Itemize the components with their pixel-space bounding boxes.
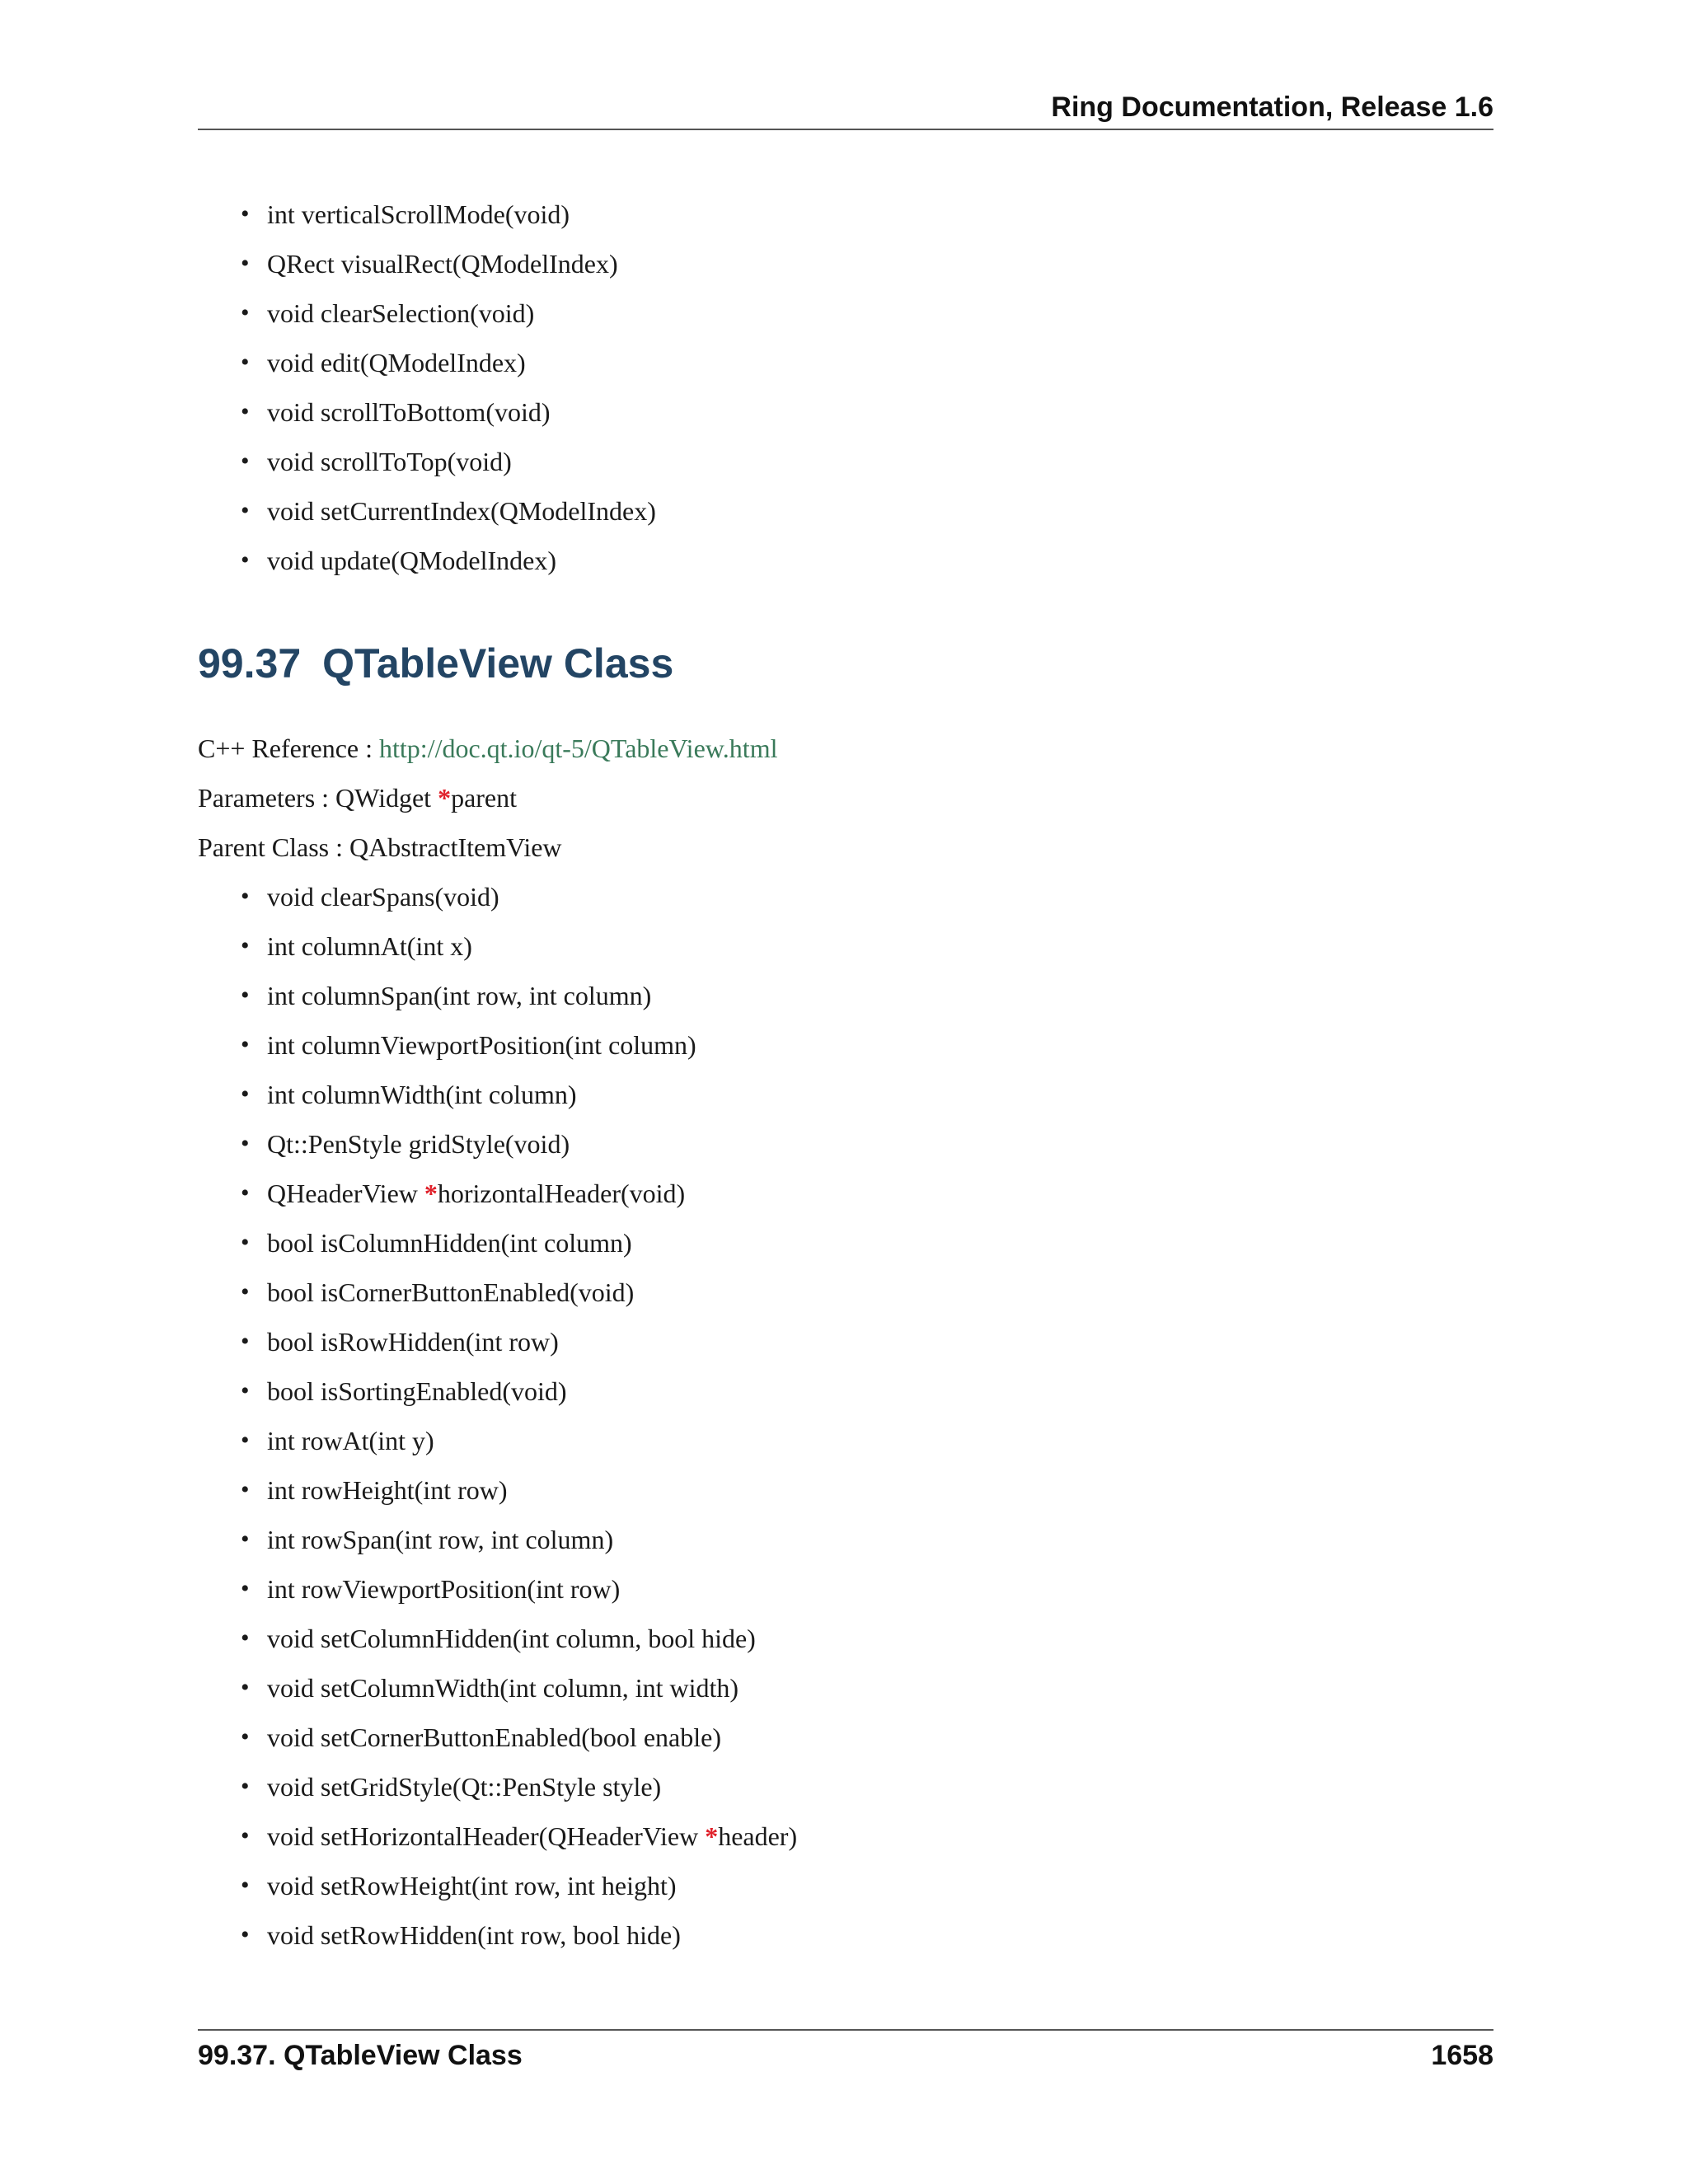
list-item: • void clearSpans(void) xyxy=(241,882,499,912)
page-header xyxy=(198,91,1493,130)
list-item: • Qt::PenStyle gridStyle(void) xyxy=(241,1129,570,1159)
list-item: • int columnViewportPosition(int column) xyxy=(241,1030,696,1060)
section-number: 99.37 xyxy=(198,640,302,687)
list-item: • void clearSelection(void) xyxy=(241,298,535,328)
parameters-line: Parameters : QWidget *parent xyxy=(198,783,518,813)
page-number: 1658 xyxy=(1431,2040,1493,2071)
list-item: • void scrollToBottom(void) xyxy=(241,397,551,427)
list-item: • void scrollToTop(void) xyxy=(241,447,512,476)
list-item: • void setRowHeight(int row, int height) xyxy=(241,1871,677,1900)
parent-class-line: Parent Class : QAbstractItemView xyxy=(198,832,562,862)
method-list-continued xyxy=(241,196,656,592)
page-footer xyxy=(198,2029,1493,2080)
list-item: • int rowViewportPosition(int row) xyxy=(241,1574,621,1604)
list-item: • int rowSpan(int row, int column) xyxy=(241,1525,614,1554)
list-item: • bool isSortingEnabled(void) xyxy=(241,1376,567,1406)
list-item: • void update(QModelIndex) xyxy=(241,546,557,575)
list-item: • void setColumnHidden(int column, bool hide) xyxy=(241,1624,756,1653)
list-item: • bool isColumnHidden(int column) xyxy=(241,1228,632,1258)
section-heading xyxy=(198,639,673,688)
list-item: • void setCurrentIndex(QModelIndex) xyxy=(241,496,656,526)
list-item: • int columnWidth(int column) xyxy=(241,1080,577,1109)
cpp-reference-link[interactable]: http://doc.qt.io/qt-5/QTableView.html xyxy=(379,733,778,763)
section-title: QTableView Class xyxy=(322,640,674,687)
list-item: • QRect visualRect(QModelIndex) xyxy=(241,249,618,279)
list-item: • bool isCornerButtonEnabled(void) xyxy=(241,1277,635,1307)
list-item: • int columnAt(int x) xyxy=(241,931,472,961)
list-item: • int columnSpan(int row, int column) xyxy=(241,981,652,1010)
list-item: • void setCornerButtonEnabled(bool enable) xyxy=(241,1722,721,1752)
method-list xyxy=(241,879,797,1966)
document-title: Ring Documentation, Release 1.6 xyxy=(1051,91,1493,123)
list-item: • void setColumnWidth(int column, int width) xyxy=(241,1673,739,1703)
list-item: • int verticalScrollMode(void) xyxy=(241,199,570,229)
list-item: • void setGridStyle(Qt::PenStyle style) xyxy=(241,1772,662,1802)
list-item: • void setRowHidden(int row, bool hide) xyxy=(241,1920,681,1950)
cpp-reference-line: C++ Reference : http://doc.qt.io/qt-5/QTableView.html xyxy=(198,733,778,763)
list-item: • int rowAt(int y) xyxy=(241,1426,434,1455)
list-item: • bool isRowHidden(int row) xyxy=(241,1327,559,1357)
list-item: • int rowHeight(int row) xyxy=(241,1475,508,1505)
list-item: • QHeaderView *horizontalHeader(void) xyxy=(241,1179,686,1208)
footer-section-label: 99.37. QTableView Class xyxy=(198,2040,523,2071)
list-item: • void edit(QModelIndex) xyxy=(241,348,526,377)
list-item: • void setHorizontalHeader(QHeaderView *header) xyxy=(241,1821,798,1851)
